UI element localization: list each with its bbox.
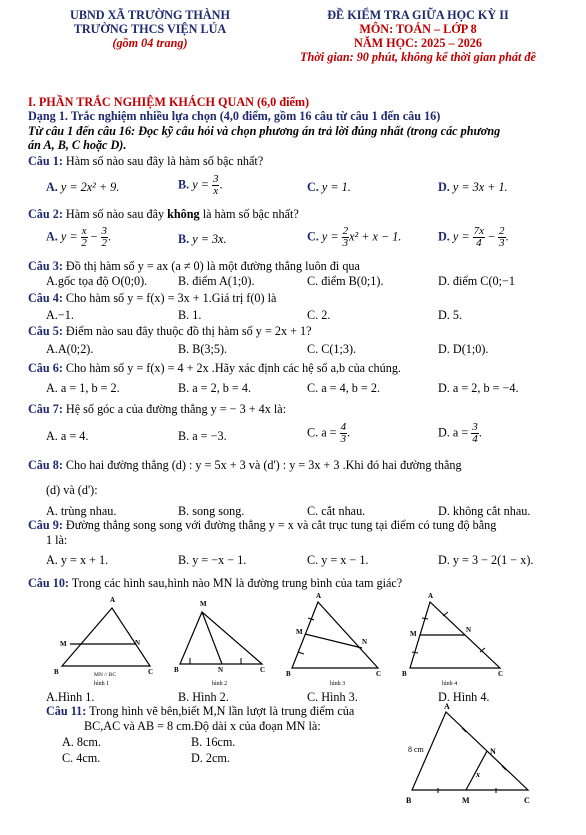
svg-text:hình 4: hình 4 [442,681,458,687]
q4-option-a[interactable]: A.−1. [46,308,74,322]
q9-option-c[interactable]: C. y = x − 1. [307,553,369,567]
q10-option-c[interactable]: C. Hình 3. [307,690,358,704]
q5-option-c[interactable]: C. C(1;3). [307,342,357,356]
q3-option-c[interactable]: C. điểm B(0;1). [307,274,384,288]
q6-option-a[interactable]: A. a = 1, b = 2. [46,381,120,395]
q8-option-c[interactable]: C. cắt nhau. [307,504,366,518]
q9-option-b[interactable]: B. y = −x − 1. [178,553,247,567]
q10-option-d[interactable]: D. Hình 4. [438,690,490,704]
svg-text:C: C [148,668,154,676]
q4-option-b[interactable]: B. 1. [178,308,202,322]
svg-text:N: N [362,638,368,646]
part-title: Dạng 1. Trắc nghiệm nhiều lựa chọn (4,0 điểm, gồm 16 câu từ câu 1 đến câu 16) [28,109,441,123]
figure-3 [286,592,381,687]
exam-title: ĐỀ KIỂM TRA GIỮA HỌC KỲ II [327,8,509,22]
q8-option-a[interactable]: A. trùng nhau. [46,504,117,518]
svg-text:x: x [476,770,480,779]
svg-text:C: C [260,666,266,674]
svg-text:A: A [428,592,434,600]
svg-text:A: A [316,592,322,600]
q7-option-b[interactable]: B. a = −3. [178,429,227,443]
q11-option-c[interactable]: C. 4cm. [62,751,101,765]
question-1: Câu 1: Hàm số nào sau đây là hàm số bậc nhất? [28,154,264,168]
q6-option-b[interactable]: B. a = 2, b = 4. [178,381,251,395]
q3-option-b[interactable]: B. điểm A(1;0). [178,274,255,288]
section-title: I. PHẦN TRẮC NGHIỆM KHÁCH QUAN (6,0 điểm) [28,95,310,109]
question-3: Câu 3: Đồ thị hàm số y = ax (a ≠ 0) là một đường thẳng luôn đi qua [28,259,360,273]
svg-text:hình 1: hình 1 [94,681,110,687]
q10-figures [40,592,580,690]
svg-text:hình 2: hình 2 [212,681,228,687]
q3-option-d[interactable]: D. điểm C(0;−1 [438,274,515,288]
instruction-line1: Từ câu 1 đến câu 16: Đọc kỹ câu hỏi và chọn phương án trả lời đúng nhất (trong các phương [28,124,501,138]
q7-option-d[interactable]: D. a = $\frac{3}{4}$ . [438,421,482,445]
q8-option-d[interactable]: D. không cắt nhau. [438,504,531,518]
svg-text:B: B [54,668,59,676]
q7-option-c[interactable]: C. a = $\frac{4}{3}$ . [307,421,351,445]
q1-option-a[interactable]: A. y = 2x² + 9. [46,180,120,194]
svg-text:A: A [110,596,116,604]
svg-text:C: C [498,670,504,678]
svg-text:M: M [200,600,207,608]
question-8: Câu 8: Cho hai đường thẳng (d) : y = 5x + 3 và (d') : y = 3x + 3 .Khi đó hai đường thẳng [28,458,462,472]
svg-text:N: N [466,626,472,634]
page-count: (gồm 04 trang) [112,36,188,50]
figure-2 [174,600,265,687]
q4-option-d[interactable]: D. 5. [438,308,463,322]
question-10: Câu 10: Trong các hình sau,hình nào MN là đường trung bình của tam giác? [28,576,403,590]
svg-text:M: M [410,630,417,638]
question-7: Câu 7: Hệ số góc a của đường thẳng y = − 3 + 4x là: [28,402,287,416]
header-right [258,8,578,64]
q8-option-b[interactable]: B. song song. [178,504,245,518]
q2-option-d[interactable]: D. y = $\frac{7x}{4}$ − $\frac{2}{3}$ . [438,225,509,249]
question-5: Câu 5: Điểm nào sau đây thuộc đồ thị hàm số y = 2x + 1? [28,324,312,338]
svg-text:C: C [376,670,382,678]
svg-text:N: N [218,666,224,674]
q9-option-d[interactable]: D. y = 3 − 2(1 − x). [438,553,534,567]
svg-text:hình 3: hình 3 [330,681,346,687]
q10-option-a[interactable]: A.Hình 1. [46,690,95,704]
q2-option-b[interactable]: B. y = 3x. [178,232,227,246]
figure-1 [54,596,153,687]
question-9: Câu 9: Đường thẳng song song với đường thẳng y = x và cắt trục tung tại điểm có tung độ bằng [28,518,497,532]
svg-text:A: A [444,702,450,711]
header-left [30,8,270,50]
question-4: Câu 4: Cho hàm số y = f(x) = 3x + 1.Giá trị f(0) là [28,291,277,305]
svg-text:M: M [296,628,303,636]
svg-text:M: M [462,796,470,805]
q2-option-a[interactable]: A. y = $\frac{x}{2}$ − $\frac{3}{2}$ . [46,225,112,249]
q11-option-b[interactable]: B. 16cm. [191,735,236,749]
svg-text:MN // BC: MN // BC [94,672,117,678]
q1-option-b[interactable]: B. y = $\frac{3}{x}$ . [178,173,223,197]
svg-text:B: B [286,670,291,678]
svg-text:M: M [60,640,67,648]
question-9-cont: 1 là: [46,533,68,547]
question-11-cont: BC,AC và AB = 8 cm.Độ dài x của đoạn MN là: [84,719,321,733]
q11-option-a[interactable]: A. 8cm. [62,735,101,749]
question-6: Câu 6: Cho hàm số y = f(x) = 4 + 2x .Hãy xác định các hệ số a,b của chúng. [28,361,401,375]
q5-option-d[interactable]: D. D(1;0). [438,342,489,356]
q6-option-d[interactable]: D. a = 2, b = −4. [438,381,519,395]
q3-option-a[interactable]: A.gốc tọa độ O(0;0). [46,274,148,288]
school-year: NĂM HỌC: 2025 – 2026 [354,36,482,50]
svg-text:N: N [135,639,141,647]
question-11: Câu 11: Trong hình vẽ bên,biết M,N lần lượt là trung điểm của [46,704,355,718]
figure-4 [402,592,503,687]
q11-figure [400,700,550,810]
exam-time: Thời gian: 90 phút, không kể thời gian phát đề [300,50,536,64]
q6-option-c[interactable]: C. a = 4, b = 2. [307,381,380,395]
instruction-line2: án A, B, C hoặc D). [28,138,127,152]
q9-option-a[interactable]: A. y = x + 1. [46,553,109,567]
q11-option-d[interactable]: D. 2cm. [191,751,230,765]
svg-text:N: N [490,747,496,756]
question-8-cont: (d) và (d'): [46,483,98,497]
authority-name: UBND XÃ TRƯỜNG THÀNH [70,8,230,22]
q2-option-c[interactable]: C. y = $\frac{2}{3}$ x² + x − 1. [307,225,402,249]
q5-option-b[interactable]: B. B(3;5). [178,342,228,356]
svg-text:B: B [174,666,179,674]
svg-text:B: B [402,670,407,678]
svg-text:B: B [406,796,412,805]
q7-option-a[interactable]: A. a = 4. [46,429,89,443]
q10-option-b[interactable]: B. Hình 2. [178,690,229,704]
svg-text:C: C [524,796,530,805]
svg-text:8 cm: 8 cm [408,745,424,754]
q1-option-c[interactable]: C. y = 1. [307,180,351,194]
q5-option-a[interactable]: A.A(0;2). [46,342,94,356]
q1-option-d[interactable]: D. y = 3x + 1. [438,180,508,194]
subject: MÔN: TOÁN – LỚP 8 [359,22,477,36]
q4-option-c[interactable]: C. 2. [307,308,331,322]
question-2: Câu 2: Hàm số nào sau đây không là hàm số bậc nhất? [28,207,299,221]
school-name: TRƯỜNG THCS VIỆN LÚA [73,22,227,36]
